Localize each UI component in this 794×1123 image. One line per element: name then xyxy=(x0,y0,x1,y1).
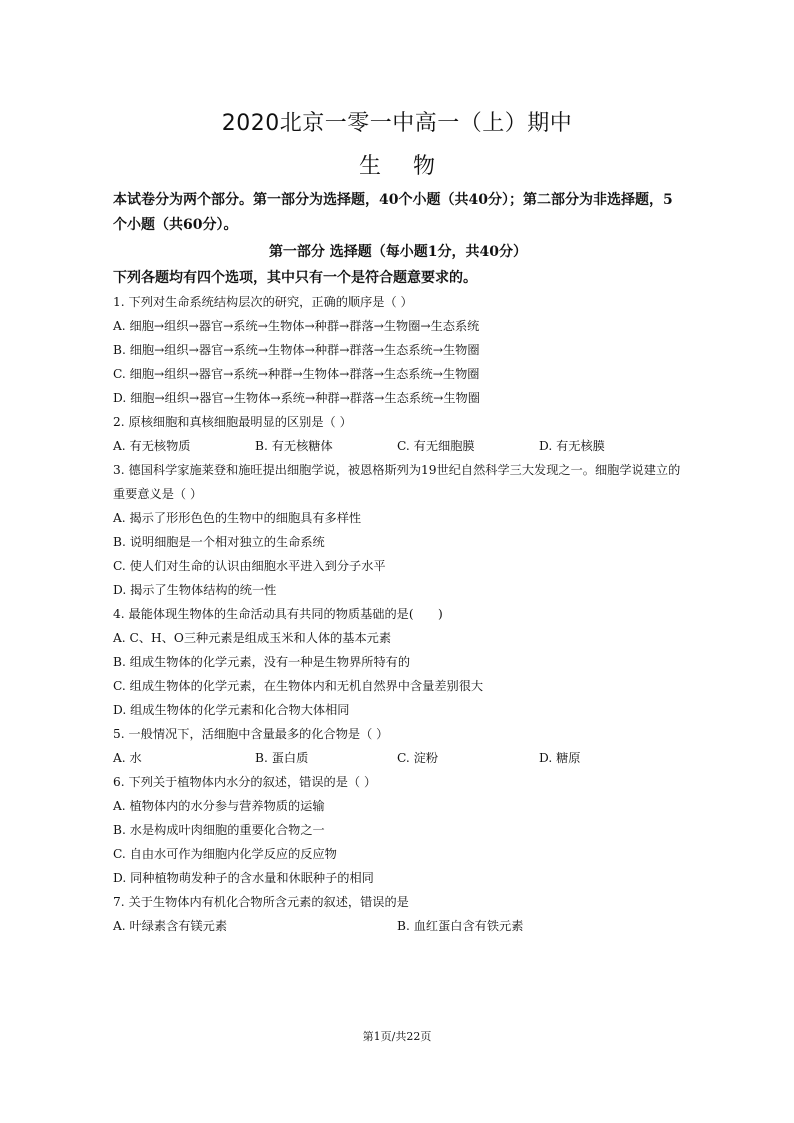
option-c: C. 淀粉 xyxy=(397,751,439,765)
option-d: D. 揭示了生物体结构的统一性 xyxy=(113,583,277,597)
question-3 xyxy=(113,458,683,602)
option-a: A. 水 xyxy=(113,751,142,765)
option-d: D. 细胞→组织→器官→生物体→系统→种群→群落→生态系统→生物圈 xyxy=(113,391,480,405)
question-5 xyxy=(113,722,683,770)
option-b: B. 蛋白质 xyxy=(255,751,309,765)
option-d: D. 糖原 xyxy=(539,751,581,765)
option-row xyxy=(113,914,683,938)
option-b: B. 水是构成叶肉细胞的重要化合物之一 xyxy=(113,823,325,837)
option-b: B. 血红蛋白含有铁元素 xyxy=(397,919,524,933)
option-a: A. 细胞→组织→器官→系统→生物体→种群→群落→生物圈→生态系统 xyxy=(113,319,480,333)
exam-title: 2020北京一零一中高一（上）期中 xyxy=(221,111,573,136)
question-2 xyxy=(113,410,683,458)
option-a: A. 有无核物质 xyxy=(113,439,191,453)
exam-content xyxy=(113,188,683,938)
option-a: A. C、H、O三种元素是组成玉米和人体的基本元素 xyxy=(113,631,392,645)
section-heading: 第一部分 选择题（每小题1分，共40分） xyxy=(268,244,528,260)
option-c: C. 使人们对生命的认识由细胞水平进入到分子水平 xyxy=(113,559,386,573)
option-a: A. 叶绿素含有镁元素 xyxy=(113,919,228,933)
option-c: C. 细胞→组织→器官→系统→种群→生物体→群落→生态系统→生物圈 xyxy=(113,367,480,381)
section-instruction: 下列各题均有四个选项，其中只有一个是符合题意要求的。 xyxy=(113,270,477,286)
option-b: B. 细胞→组织→器官→系统→生物体→种群→群落→生态系统→生物圈 xyxy=(113,343,480,357)
option-a: A. 植物体内的水分参与营养物质的运输 xyxy=(113,799,325,813)
option-row xyxy=(113,746,683,770)
question-stem: 2. 原核细胞和真核细胞最明显的区别是（ ） xyxy=(113,415,352,429)
subject-title: 生物 xyxy=(358,154,467,179)
exam-intro: 本试卷分为两个部分。第一部分为选择题，40个小题（共40分）；第二部分为非选择题，5个小题（共60分）。 xyxy=(113,192,673,233)
question-1 xyxy=(113,290,683,410)
question-stem: 7. 关于生物体内有机化合物所含元素的叙述，错误的是 xyxy=(113,895,409,909)
question-7 xyxy=(113,890,683,938)
option-d: D. 有无核膜 xyxy=(539,439,605,453)
question-6 xyxy=(113,770,683,890)
question-stem: 5. 一般情况下，活细胞中含量最多的化合物是（ ） xyxy=(113,727,389,741)
question-stem: 4. 最能体现生物体的生命活动具有共同的物质基础的是( ) xyxy=(113,607,443,621)
option-c: C. 有无细胞膜 xyxy=(397,439,475,453)
option-row xyxy=(113,434,683,458)
option-d: D. 同种植物萌发种子的含水量和休眠种子的相同 xyxy=(113,871,374,885)
option-b: B. 组成生物体的化学元素，没有一种是生物界所特有的 xyxy=(113,655,411,669)
option-c: C. 组成生物体的化学元素，在生物体内和无机自然界中含量差别很大 xyxy=(113,679,484,693)
question-stem: 6. 下列关于植物体内水分的叙述，错误的是（ ） xyxy=(113,775,377,789)
option-b: B. 说明细胞是一个相对独立的生命系统 xyxy=(113,535,325,549)
option-a: A. 揭示了形形色色的生物中的细胞具有多样性 xyxy=(113,511,362,525)
option-d: D. 组成生物体的化学元素和化合物大体相同 xyxy=(113,703,350,717)
question-4 xyxy=(113,602,683,722)
option-c: C. 自由水可作为细胞内化学反应的反应物 xyxy=(113,847,337,861)
question-stem: 3. 德国科学家施莱登和施旺提出细胞学说，被恩格斯列为19世纪自然科学三大发现之一。细胞学说建立的重要意义是（ ） xyxy=(113,463,681,501)
page-number: 第1页/共22页 xyxy=(362,1030,432,1043)
question-stem: 1. 下列对生命系统结构层次的研究，正确的顺序是（ ） xyxy=(113,295,413,309)
option-b: B. 有无核糖体 xyxy=(255,439,333,453)
